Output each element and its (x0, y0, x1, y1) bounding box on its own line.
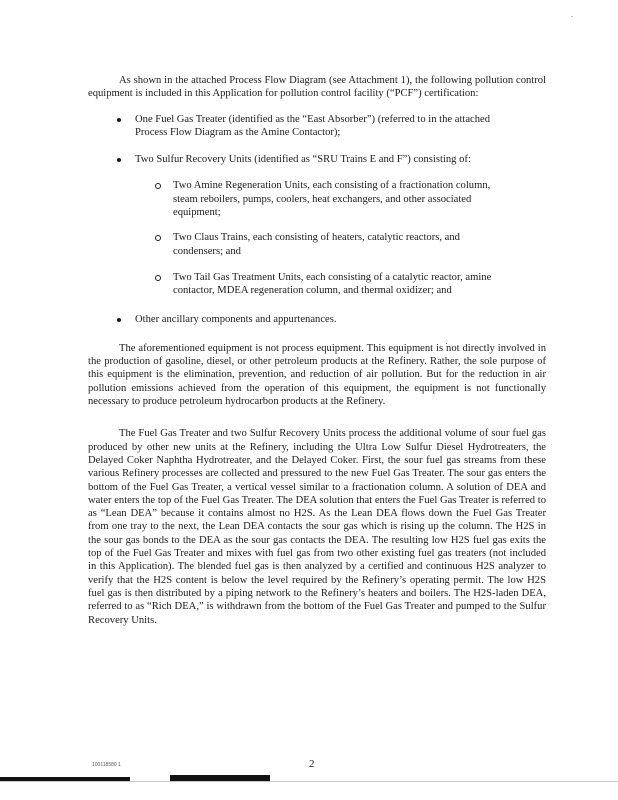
bullet-icon (117, 318, 121, 322)
page-body (88, 74, 546, 627)
equipment-list (88, 113, 546, 326)
circle-bullet-icon (155, 275, 161, 281)
sub-list-item-text: Two Tail Gas Treatment Units, each consisting of a catalytic reactor, amine contactor, MDEA regeneration column, and thermal oxidizer; and (173, 271, 492, 297)
list-item (88, 113, 546, 140)
sub-list-item (88, 179, 546, 219)
sub-list-item-text: Two Claus Trains, each consisting of heaters, catalytic reactors, and condensers; and (173, 232, 460, 257)
list-item-text: Other ancillary components and appurtenances. (135, 313, 337, 325)
list-item (88, 153, 546, 297)
footer-document-code: 100118580 1 (92, 762, 121, 768)
circle-bullet-icon (155, 235, 161, 241)
circle-bullet-icon (155, 183, 161, 189)
body-paragraph: The Fuel Gas Treater and two Sulfur Recovery Units process the additional volume of sour fuel gas produced by other new units at the Refinery, including the Ultra Low Sulfur Diesel Hydrotreaters, the Delayed Coker Naphtha Hydrotreater, and the Delayed Coker. First, the sour fuel gas streams from these various Refinery processes are collected and pressured to the new Fuel Gas Treater. The sour gas enters the bottom of the Fuel Gas Treater, a vertical vessel similar to a fractionation column. A solution of DEA and water enters the top of the Fuel Gas Treater. The DEA solution that enters the Fuel Gas Treater is referred to as “Lean DEA” because it contains almost no H2S. As the Lean DEA flows down the Fuel Gas Treater from one tray to the next, the Lean DEA contacts the sour gas which is rising up the column. The H2S in the sour gas bonds to the DEA as the sour gas contacts the DEA. The resulting low H2S fuel gas exits the top of the Fuel Gas Treater and mixes with fuel gas from two other existing fuel gas treaters (not included in this Application). The blended fuel gas is then analyzed by a certified and continuous H2S analyzer to verify that the H2S content is below the level required by the Refinery’s operating permit. The low H2S fuel gas is then distributed by a piping network to the Refinery’s heaters and boilers. The H2S-laden DEA, referred to as “Rich DEA,” is withdrawn from the bottom of the Fuel Gas Treater and pumped to the Sulfur Recovery Units. (88, 428, 546, 626)
list-item-text: One Fuel Gas Treater (identified as the “East Absorber”) (referred to in the attached Process Flow Diagram as the Amine Contactor); (135, 113, 491, 138)
bullet-icon (117, 158, 121, 162)
intro-paragraph: As shown in the attached Process Flow Diagram (see Attachment 1), the following pollution control equipment is included in this Application for pollution control facility (“PCF”) certification: (88, 75, 546, 100)
body-paragraph: The aforementioned equipment is not process equipment. This equipment is not directly involved in the production of gasoline, diesel, or other petroleum products at the Refinery. Rather, the sole purpose of this equipment is the elimination, prevention, and reduction of air pollution. But for the reduction in air pollution emissions achieved from the operation of this equipment, the equipment is not functionally necessary to produce petroleum hydrocarbon products at the Refinery. (88, 342, 546, 408)
page-number: 2 (309, 758, 315, 770)
list-item (88, 313, 546, 326)
list-item-text: Two Sulfur Recovery Units (identified as “SRU Trains E and F”) consisting of: (135, 154, 471, 166)
bullet-icon (117, 118, 121, 122)
sub-equipment-list (88, 179, 546, 297)
scan-speck (571, 16, 573, 17)
sub-list-item (88, 231, 546, 258)
sub-list-item-text: Two Amine Regeneration Units, each consisting of a fractionation column, steam reboilers, pumps, coolers, heat exchangers, and other associated equipment; (173, 180, 491, 219)
sub-list-item (88, 271, 546, 298)
scan-edge-line (0, 781, 618, 782)
